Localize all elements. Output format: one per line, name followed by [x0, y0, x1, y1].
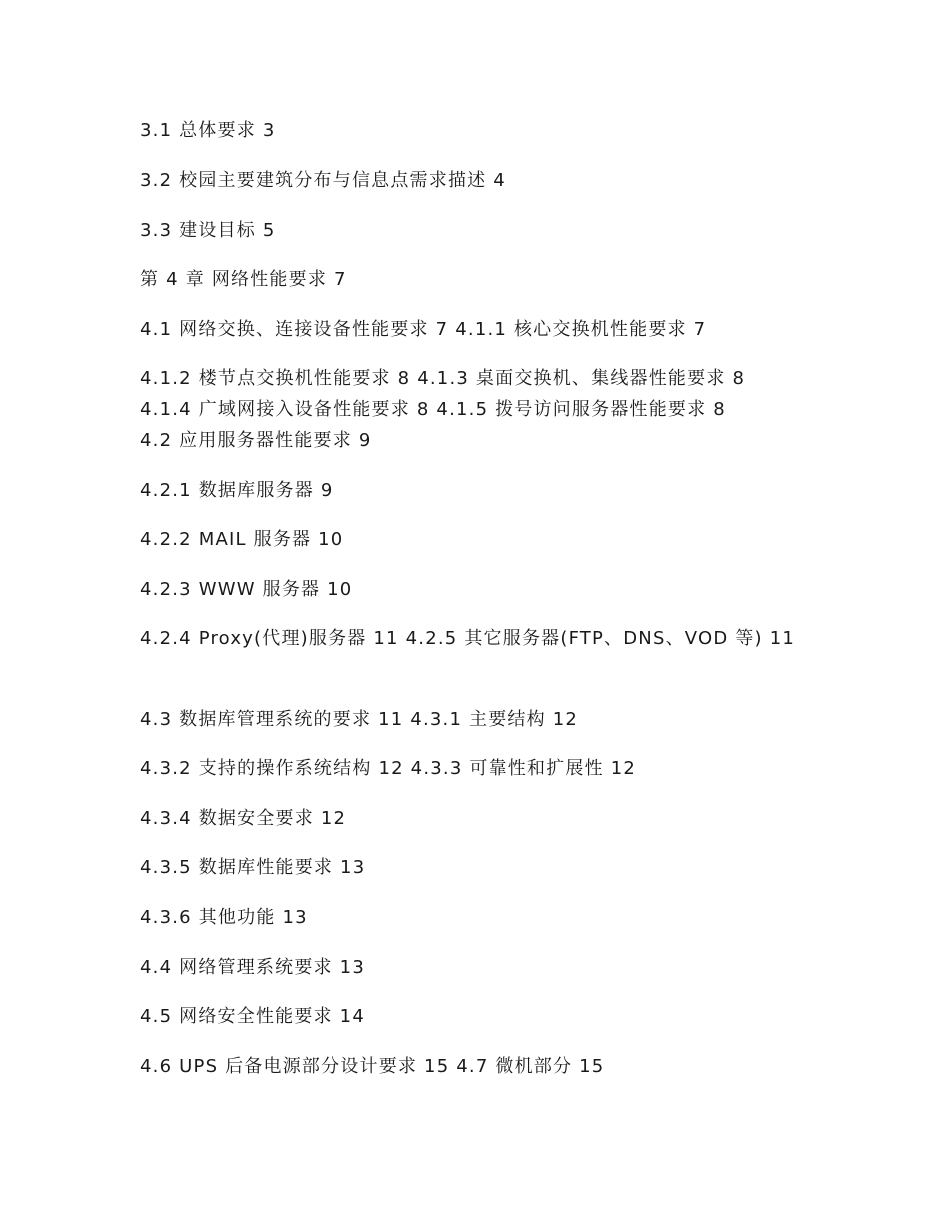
- toc-line: 4.4 网络管理系统要求 13: [140, 957, 365, 978]
- toc-line: 4.2.3 WWW 服务器 10: [140, 579, 353, 600]
- toc-line: 4.5 网络安全性能要求 14: [140, 1006, 365, 1027]
- toc-line: 4.3 数据库管理系统的要求 11 4.3.1 主要结构 12: [140, 709, 579, 730]
- toc-line: 4.1 网络交换、连接设备性能要求 7 4.1.1 核心交换机性能要求 7: [140, 319, 707, 340]
- toc-line: 4.1.2 楼节点交换机性能要求 8 4.1.3 桌面交换机、集线器性能要求 8: [140, 368, 746, 389]
- toc-line: 3.2 校园主要建筑分布与信息点需求描述 4: [140, 170, 506, 191]
- toc-line: 4.6 UPS 后备电源部分设计要求 15 4.7 微机部分 15: [140, 1056, 605, 1077]
- toc-line: 4.3.5 数据库性能要求 13: [140, 857, 366, 878]
- toc-line: 第 4 章 网络性能要求 7: [140, 269, 347, 290]
- toc-line: 4.1.4 广域网接入设备性能要求 8 4.1.5 拨号访问服务器性能要求 8: [140, 399, 726, 420]
- toc-line: 4.3.2 支持的操作系统结构 12 4.3.3 可靠性和扩展性 12: [140, 758, 637, 779]
- toc-line: 4.2.4 Proxy(代理)服务器 11 4.2.5 其它服务器(FTP、DNS、VOD 等) 11: [140, 628, 795, 649]
- toc-line: 3.3 建设目标 5: [140, 220, 276, 241]
- toc-line: 4.2 应用服务器性能要求 9: [140, 430, 372, 451]
- toc-line: 4.2.2 MAIL 服务器 10: [140, 529, 344, 550]
- toc-line: 4.3.6 其他功能 13: [140, 907, 308, 928]
- toc-line: 4.3.4 数据安全要求 12: [140, 808, 347, 829]
- toc-line: 4.2.1 数据库服务器 9: [140, 480, 334, 501]
- toc-line: 3.1 总体要求 3: [140, 120, 276, 141]
